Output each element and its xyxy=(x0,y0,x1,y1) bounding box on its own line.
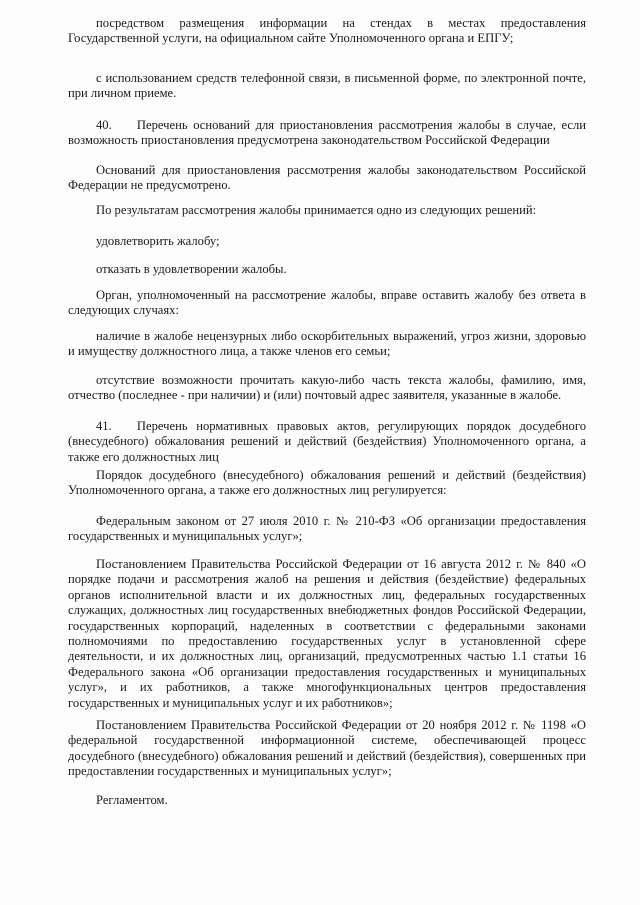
list-item-federal-law-210: Федеральным законом от 27 июля 2010 г. № 210-ФЗ «Об организации предоставления государственных и муниципальных услуг»; xyxy=(68,514,586,544)
section-heading-40: 40. Перечень оснований для приостановления рассмотрения жалобы в случае, если возможность приостановления предусмотрена законодательством Российской Федерации xyxy=(68,118,586,148)
list-item-regulations: Регламентом. xyxy=(96,793,168,807)
list-item-unreadable-text: отсутствие возможности прочитать какую-либо часть текста жалобы, фамилию, имя, отчество (последнее - при наличии) и (или) почтовый адрес заявителя, указанные в жалобе. xyxy=(68,373,586,403)
paragraph-info-channels: с использованием средств телефонной связи, в письменной форме, по электронной почте, при личном приеме. xyxy=(68,71,586,101)
paragraph-no-answer-cases: Орган, уполномоченный на рассмотрение жалобы, вправе оставить жалобу без ответа в следующих случаях: xyxy=(68,288,586,318)
paragraph-regulation-intro: Порядок досудебного (внесудебного) обжалования решений и действий (бездействия) Уполномоченного органа, а также его должностных лиц регулируется: xyxy=(68,468,586,498)
paragraph-info-stands: посредством размещения информации на стендах в местах предоставления Государственной услуги, на официальном сайте Уполномоченного органа и ЕПГУ; xyxy=(68,16,586,46)
section-heading-41: 41. Перечень нормативных правовых актов, регулирующих порядок досудебного (внесудебного) обжалования решений и действий (бездействия) Уполномоченного органа, а также его должностных лиц xyxy=(68,419,586,464)
paragraph-no-suspension: Оснований для приостановления рассмотрения жалобы законодательством Российской Федерации не предусмотрено. xyxy=(68,163,586,193)
list-item-refuse: отказать в удовлетворении жалобы. xyxy=(96,262,287,276)
list-item-decree-1198: Постановлением Правительства Российской Федерации от 20 ноября 2012 г. № 1198 «О федеральной государственной информационной системе, обеспечивающей процесс досудебного (внесудебного) обжалования решений и действий (бездействия), совершенных при предоставлении государственных и муниципальных услуг»; xyxy=(68,718,586,779)
list-item-decree-840: Постановлением Правительства Российской Федерации от 16 августа 2012 г. № 840 «О порядке подачи и рассмотрения жалоб на решения и действия (бездействие) федеральных органов исполнительной власти и их должностных лиц, федеральных государственных служащих, должностных лиц государственных внебюджетных фондов Российской Федерации, государственных корпораций, наделенных в соответствии с федеральными законами полномочиями по предоставлению государственных услуг в установленной сфере деятельности, и их должностных лиц, организаций, предусмотренных частью 1.1 статьи 16 Федерального закона «Об организации предоставления государственных и муниципальных услуг», и их работников, а также многофункциональных центров предоставления государственных и муниципальных услуг и их работников»; xyxy=(68,557,586,710)
list-item-satisfy: удовлетворить жалобу; xyxy=(96,234,220,248)
list-item-obscene-language: наличие в жалобе нецензурных либо оскорбительных выражений, угроз жизни, здоровью и имуществу должностного лица, а также членов его семьи; xyxy=(68,329,586,359)
paragraph-decisions-intro: По результатам рассмотрения жалобы принимается одно из следующих решений: xyxy=(96,203,537,217)
